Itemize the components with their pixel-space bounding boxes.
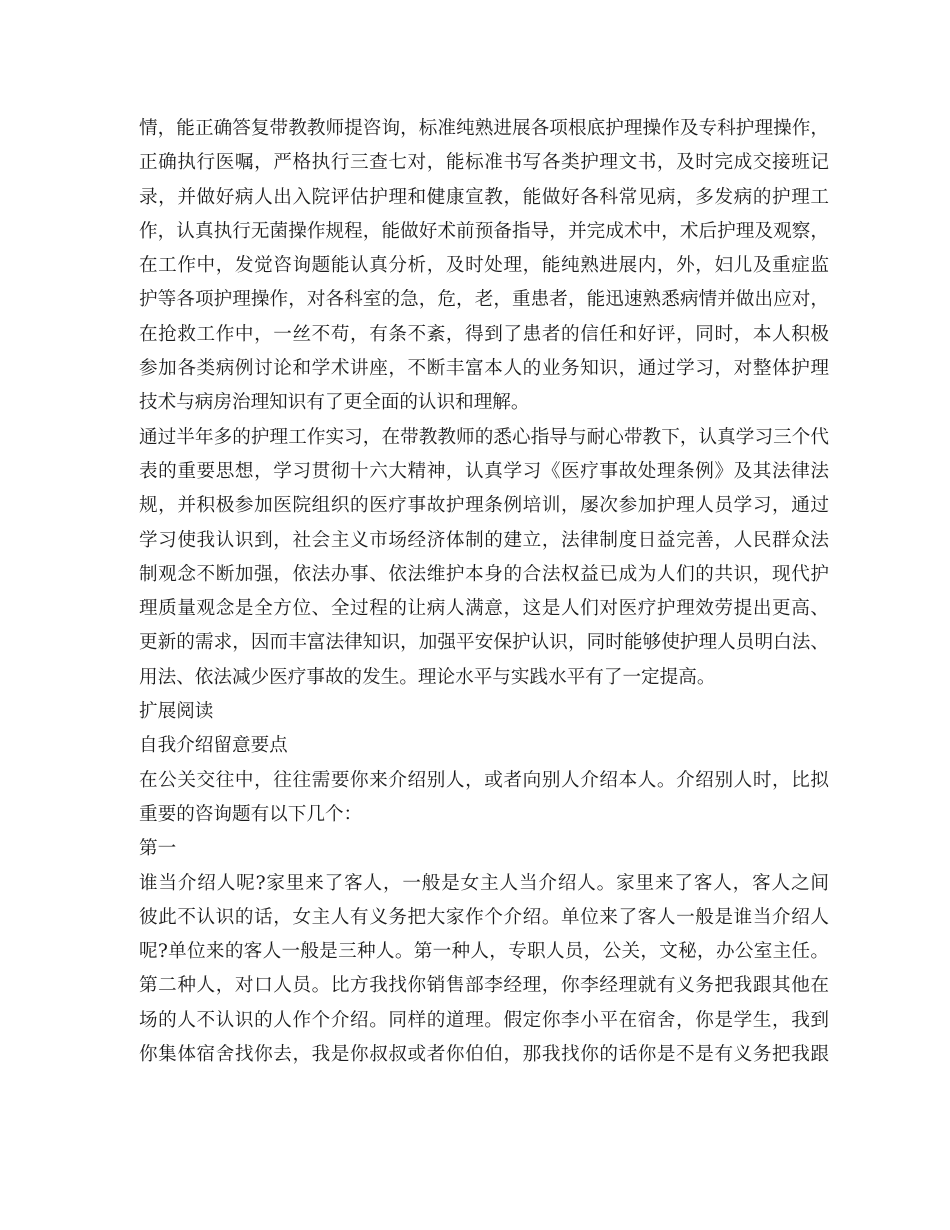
section-heading: 自我介绍留意要点 xyxy=(139,735,288,757)
text-line: 通过半年多的护理工作实习，在带教教师的悉心指导与耐心带教下，认真学习三个代 xyxy=(139,426,829,448)
text-line: 在抢救工作中，一丝不苟，有条不紊，得到了患者的信任和好评，同时，本人积极 xyxy=(139,323,829,345)
text-line: 用法、依法减少医疗事故的发生。理论水平与实践水平有了一定提高。 xyxy=(139,666,716,688)
text-line: 第二种人，对口人员。比方我找你销售部李经理，你李经理就有义务把我跟其他在 xyxy=(139,975,829,997)
text-line: 学习使我认识到，社会主义市场经济体制的建立，法律制度日益完善，人民群众法 xyxy=(139,529,829,551)
text-line: 呢?单位来的客人一般是三种人。第一种人，专职人员，公关，文秘，办公室主任。 xyxy=(139,941,829,963)
text-line: 规，并积极参加医院组织的医疗事故护理条例培训，屡次参加护理人员学习，通过 xyxy=(139,495,829,517)
text-line: 表的重要思想，学习贯彻十六大精神，认真学习《医疗事故处理条例》及其法律法 xyxy=(139,460,829,482)
text-line: 录，并做好病人出入院评估护理和健康宣教，能做好各科常见病，多发病的护理工 xyxy=(139,186,829,208)
text-line: 更新的需求，因而丰富法律知识，加强平安保护认识，同时能够使护理人员明白法、 xyxy=(139,632,829,654)
section-heading: 扩展阅读 xyxy=(139,701,214,723)
document-body xyxy=(139,112,829,1072)
text-line: 护等各项护理操作，对各科室的急，危，老，重患者，能迅速熟悉病情并做出应对， xyxy=(139,289,829,311)
text-line: 制观念不断加强，依法办事、依法维护本身的合法权益已成为人们的共识，现代护 xyxy=(139,563,829,585)
text-line: 情，能正确答复带教教师提咨询，标准纯熟进展各项根底护理操作及专科护理操作， xyxy=(139,118,829,139)
text-line: 技术与病房治理知识有了更全面的认识和理解。 xyxy=(139,392,530,414)
text-line: 在工作中，发觉咨询题能认真分析，及时处理，能纯熟进展内，外，妇儿及重症监 xyxy=(139,255,829,277)
text-line: 彼此不认识的话，女主人有义务把大家作个介绍。单位来了客人一般是谁当介绍人 xyxy=(139,906,829,928)
text-line: 你集体宿舍找你去，我是你叔叔或者你伯伯，那我找你的话你是不是有义务把我跟 xyxy=(139,1044,829,1066)
text-line: 重要的咨询题有以下几个： xyxy=(139,803,363,825)
text-line: 谁当介绍人呢?家里来了客人，一般是女主人当介绍人。家里来了客人，客人之间 xyxy=(139,872,829,894)
section-heading: 第一 xyxy=(139,838,177,860)
text-line: 作，认真执行无菌操作规程，能做好术前预备指导，并完成术中，术后护理及观察， xyxy=(139,220,829,242)
text-line: 在公关交往中，往往需要你来介绍别人，或者向别人介绍本人。介绍别人时，比拟 xyxy=(139,769,829,791)
text-line: 场的人不认识的人作个介绍。同样的道理。假定你李小平在宿舍，你是学生，我到 xyxy=(139,1009,829,1031)
text-line: 正确执行医嘱，严格执行三查七对，能标准书写各类护理文书，及时完成交接班记 xyxy=(139,152,829,174)
text-line: 理质量观念是全方位、全过程的让病人满意，这是人们对医疗护理效劳提出更高、 xyxy=(139,598,829,620)
text-line: 参加各类病例讨论和学术讲座，不断丰富本人的业务知识，通过学习，对整体护理 xyxy=(139,358,829,380)
